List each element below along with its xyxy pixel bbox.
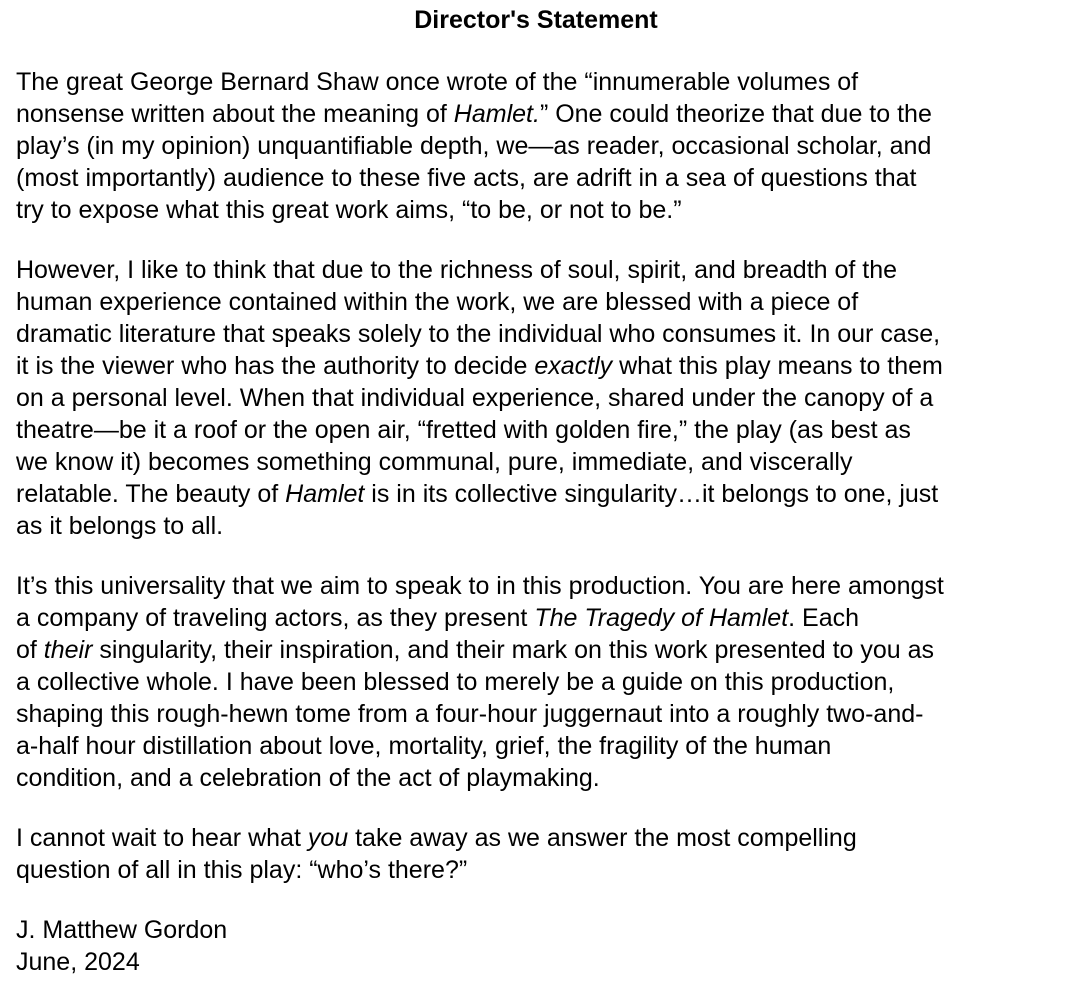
- text-segment: try to expose what this great work aims, “to be, or not to be.”: [16, 196, 682, 224]
- text-line: [16, 478, 1066, 510]
- text-line: [16, 510, 1066, 542]
- italic-text: you: [307, 824, 349, 852]
- text-line: [16, 698, 1066, 730]
- text-line: [16, 730, 1066, 762]
- text-segment: condition, and a celebration of the act of playmaking.: [16, 764, 600, 792]
- text-segment: dramatic literature that speaks solely to the individual who consumes it. In our case,: [16, 320, 941, 348]
- text-segment: we know it) becomes something communal, pure, immediate, and viscerally: [16, 448, 853, 476]
- text-line: [16, 130, 1066, 162]
- text-line: [16, 602, 1066, 634]
- paragraph-1: [16, 66, 1066, 226]
- italic-text: Hamlet: [285, 480, 365, 508]
- signature-block: [16, 914, 1066, 978]
- paragraph-2: [16, 254, 1066, 542]
- text-segment: human experience contained within the work, we are blessed with a piece of: [16, 288, 859, 316]
- text-segment: as it belongs to all.: [16, 512, 224, 540]
- text-line: [16, 666, 1066, 698]
- italic-text: Hamlet.: [453, 100, 540, 128]
- text-segment: what this play means to them: [612, 352, 943, 380]
- text-segment: a-half hour distillation about love, mortality, grief, the fragility of the human: [16, 732, 832, 760]
- text-segment: shaping this rough-hewn tome from a four-hour juggernaut into a roughly two-and-: [16, 700, 924, 728]
- text-segment: (most importantly) audience to these five acts, are adrift in a sea of questions that: [16, 164, 917, 192]
- text-line: [16, 570, 1066, 602]
- text-line: [16, 854, 1066, 886]
- text-line: [16, 318, 1066, 350]
- paragraph-4: [16, 822, 1066, 886]
- text-line: [16, 382, 1066, 414]
- text-segment: it is the viewer who has the authority to decide: [16, 352, 535, 380]
- page-title: Director's Statement: [414, 6, 658, 34]
- text-line: [16, 634, 1066, 666]
- signature-date: June, 2024: [16, 948, 140, 976]
- document-page: [16, 0, 1066, 978]
- italic-text: The Tragedy of Hamlet: [534, 604, 789, 632]
- text-segment: theatre—be it a roof or the open air, “fretted with golden fire,” the play (as best as: [16, 416, 911, 444]
- text-line: [16, 762, 1066, 794]
- text-line: [16, 822, 1066, 854]
- text-line: [16, 414, 1066, 446]
- text-line: [16, 194, 1066, 226]
- text-segment: . Each: [788, 604, 860, 632]
- text-line: [16, 254, 1066, 286]
- text-line: [16, 446, 1066, 478]
- text-segment: ” One could theorize that due to the: [539, 100, 932, 128]
- italic-text: exactly: [534, 352, 613, 380]
- text-segment: is in its collective singularity…it belongs to one, just: [364, 480, 939, 508]
- paragraph-3: [16, 570, 1066, 794]
- text-segment: However, I like to think that due to the richness of soul, spirit, and breadth of the: [16, 256, 898, 284]
- text-segment: play’s (in my opinion) unquantifiable depth, we—as reader, occasional scholar, and: [16, 132, 932, 160]
- italic-text: their: [43, 636, 93, 664]
- text-segment: I cannot wait to hear what: [16, 824, 308, 852]
- text-segment: nonsense written about the meaning of: [16, 100, 454, 128]
- text-segment: The great George Bernard Shaw once wrote of the “innumerable volumes of: [16, 68, 859, 96]
- text-segment: a collective whole. I have been blessed to merely be a guide on this production,: [16, 668, 895, 696]
- text-segment: question of all in this play: “who’s there?”: [16, 856, 468, 884]
- text-line: [16, 286, 1066, 318]
- text-segment: a company of traveling actors, as they present: [16, 604, 535, 632]
- statement-body: [16, 66, 1066, 886]
- text-segment: relatable. The beauty of: [16, 480, 286, 508]
- text-segment: of: [16, 636, 44, 664]
- signature-name: J. Matthew Gordon: [16, 916, 228, 944]
- text-line: [16, 66, 1066, 98]
- text-segment: on a personal level. When that individual experience, shared under the canopy of a: [16, 384, 934, 412]
- text-segment: singularity, their inspiration, and their mark on this work presented to you as: [92, 636, 935, 664]
- text-line: [16, 350, 1066, 382]
- text-segment: It’s this universality that we aim to speak to in this production. You are here amongst: [16, 572, 944, 600]
- text-segment: take away as we answer the most compelling: [348, 824, 857, 852]
- text-line: [16, 98, 1066, 130]
- text-line: [16, 162, 1066, 194]
